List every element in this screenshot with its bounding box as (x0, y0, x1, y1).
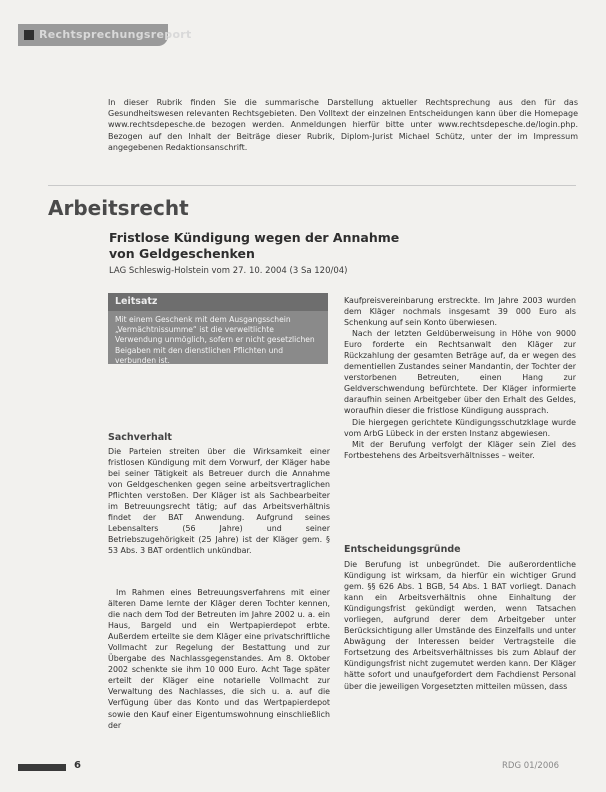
section-label: Rechtsprechungsreport (39, 28, 192, 41)
right-column-text (344, 295, 576, 461)
sachverhalt-paragraph-2: Im Rahmen eines Betreuungsverfahrens mit einer älteren Dame lernte der Kläger deren Tochter kennen, die nach dem Tod der Betreuten im Jahre 2002 u. a. ein Haus, Bargeld und ein Wertpapierdepot erbte. Außerdem erteilte sie dem Kläger eine privatschriftliche Vollmacht zur Regelung der Bestattung und zur Übergabe des Nachlassgegenstandes. Am 8. Oktober 2002 schenkte sie ihm 10 000 Euro. Acht Tage später erteilt der Kläger eine notarielle Vollmacht zur Verwaltung des Nachlasses, die sich u. a. auf die Verfügung über das Konto und das Wertpapierdepot sowie den Kauf einer Eigentumswohnung einschließlich der (108, 588, 330, 730)
right-paragraph-1: Kaufpreisvereinbarung erstreckte. Im Jahre 2003 wurden dem Kläger nochmals insgesamt 39 000 Euro als Schenkung auf sein Konto überwiesen. (344, 296, 576, 328)
leitsatz-heading: Leitsatz (115, 296, 158, 307)
article-title: Fristlose Kündigung wegen der Annahme von Geldgeschenken (109, 230, 400, 261)
right-paragraph-4: Mit der Berufung verfolgt der Kläger sein Ziel des Fortbestehens des Arbeitsverhältnisses – weiter. (344, 439, 576, 460)
right-paragraph-3: Die hiergegen gerichtete Kündigungsschutzklage wurde vom ArbG Lübeck in der ersten Instanz abgewiesen. (344, 417, 576, 438)
leitsatz-text: Mit einem Geschenk mit dem Ausgangsschein „Vermächtnissumme“ ist die verweltlichte Verwendung unmöglich, sofern er nicht gesetzlichen Beigaben mit den dienstlichen Pflichten und verbunden ist. (115, 315, 315, 365)
leitsatz-header (108, 293, 328, 311)
intro-paragraph: In dieser Rubrik finden Sie die summarische Darstellung aktueller Rechtsprechung aus den für das Gesundheitswesen relevanten Rechtsgebieten. Den Volltext der einzelnen Entscheidungen kann über die Homepage www.rechtsdepesche.de bezogen werden. Anmeldungen hierfür bitte unter www.rechtsdepesche.de/login.php. Bezogen auf den Inhalt der Beiträge dieser Rubrik, Diplom-Jurist Michael Schütz, unter der im Impressum angegebenen Redaktionsanschrift. (108, 98, 578, 152)
main-heading: Arbeitsrecht (48, 196, 189, 220)
sachverhalt-heading: Sachverhalt (108, 432, 172, 443)
section-header-bar (18, 24, 192, 46)
journal-issue: RDG 01/2006 (502, 761, 560, 771)
footer-bar (18, 764, 66, 771)
page-number: 6 (74, 760, 81, 771)
sachverhalt-paragraph-1: Die Parteien streiten über die Wirksamkeit einer fristlosen Kündigung mit dem Vorwurf, der Kläger habe bei seiner Tätigkeit als Betreuer durch die Annahme von Geldgeschenken gegen seine arbeitsvertraglichen Pflichten verstoßen. Der Kläger ist als Sachbearbeiter im Betreuungsrecht tätig; auf das Arbeitsverhältnis findet der BAT Anwendung. Aufgrund seines Lebensalters (56 Jahre) und seiner Betriebszugehörigkeit (25 Jahre) ist der Kläger gem. § 53 Abs. 3 BAT ordentlich unkündbar. (108, 447, 330, 556)
leitsatz-box (108, 293, 328, 364)
divider (48, 185, 576, 186)
section-square-icon (24, 30, 34, 40)
right-paragraph-2: Nach der letzten Geldüberweisung in Höhe von 9000 Euro forderte ein Rechtsanwalt den Kläger zur Rückzahlung der gesamten Beträge auf, da er wegen des dementiellen Zustandes seiner Mandantin, der Tochter der verstorbenen Betreuten, einen Hang zur Geldverschwendung befürchtete. Der Kläger informierte daraufhin seinen Arbeitgeber über den Erhalt des Geldes, woraufhin dieser die fristlose Kündigung aussprach. (344, 329, 576, 416)
entscheidung-heading: Entscheidungsgründe (344, 544, 461, 555)
article-citation: LAG Schleswig-Holstein vom 27. 10. 2004 (3 Sa 120/04) (109, 266, 348, 276)
entscheidung-paragraph: Die Berufung ist unbegründet. Die außerordentliche Kündigung ist wirksam, da hierfür ein wichtiger Grund gem. §§ 626 Abs. 1 BGB, 54 Abs. 1 BAT vorliegt. Danach kann ein Arbeitsverhältnis ohne Einhaltung der Kündigungsfrist gekündigt werden, wenn Tatsachen vorliegen, aufgrund derer dem Arbeitgeber unter Berücksichtigung aller Umstände des Einzelfalls und unter Abwägung der Interessen beider Vertragsteile die Fortsetzung des Arbeitsverhältnisses bis zum Ablauf der Kündigungsfrist nicht zugemutet werden kann. Der Kläger hätte sofort und unaufgefordert dem Fachdienst Personal über die jeweiligen Vorgesetzten mitteilen müssen, dass (344, 560, 576, 691)
